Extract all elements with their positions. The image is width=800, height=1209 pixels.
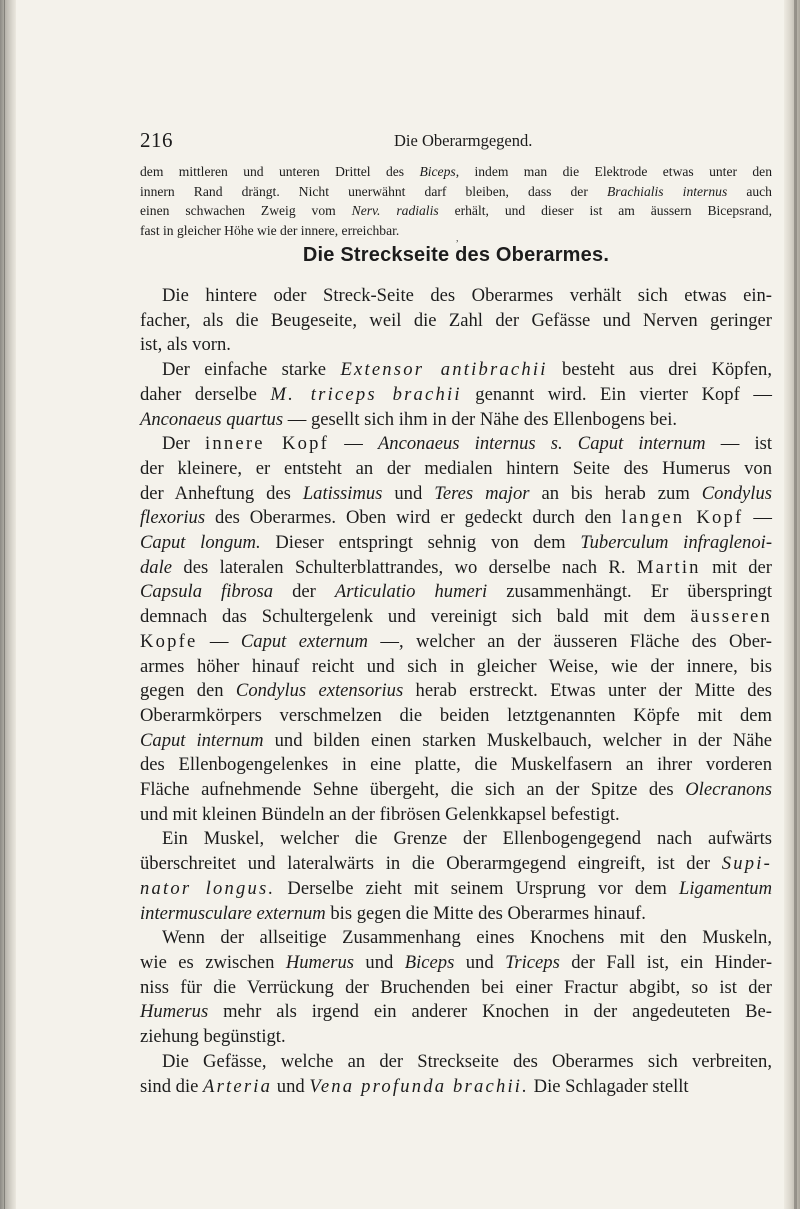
text-line: flexorius des Oberarmes. Oben wird er gedeckt durch den langen Kopf —	[140, 507, 772, 529]
text-line: sind die Arteria und Vena profunda brachii. Die Schlagader stellt	[140, 1075, 689, 1097]
text-line: Kopfe — Caput externum —, welcher an der äusseren Fläche des Ober-	[140, 630, 772, 652]
text-line: dem mittleren und unteren Drittel des Biceps, indem man die Elektrode etwas unter den	[140, 164, 772, 179]
text-line: der kleinere, er entsteht an der medialen hintern Seite des Humerus von	[140, 457, 772, 479]
text-line: der Anheftung des Latissimus und Teres major an bis herab zum Condylus	[140, 482, 773, 504]
text-line: Ein Muskel, welcher die Grenze der Ellenbogengegend nach aufwärts	[162, 828, 772, 850]
running-head: Die Oberarmgegend.	[394, 131, 533, 150]
text-line: Die Gefässe, welche an der Streckseite des Oberarmes sich verbreiten,	[162, 1050, 772, 1072]
text-line: facher, als die Beugeseite, weil die Zahl der Gefässe und Nerven geringer	[140, 309, 772, 331]
text-line: daher derselbe M. triceps brachii genannt wird. Ein vierter Kopf —	[140, 383, 772, 405]
text-line: Capsula fibrosa der Articulatio humeri zusammenhängt. Er überspringt	[140, 581, 772, 603]
page-edge-right	[784, 0, 800, 1209]
page-header	[140, 128, 772, 154]
text-line: ziehung begünstigt.	[140, 1026, 286, 1048]
text-line: innern Rand drängt. Nicht unerwähnt darf bleiben, dass der Brachialis internus auch	[140, 183, 772, 199]
text-line: Fläche aufnehmende Sehne übergeht, die sich an der Spitze des Olecranons	[140, 779, 772, 801]
text-line: demnach das Schultergelenk und vereinigt sich bald mit dem äusseren	[140, 606, 772, 628]
text-line: armes höher hinauf reicht und sich in gleicher Weise, wie der innere, bis	[140, 655, 772, 677]
text-line: Humerus mehr als irgend ein anderer Knochen in der angedeuteten Be-	[140, 1001, 772, 1023]
text-line: ist, als vorn.	[140, 334, 231, 356]
section-body	[140, 284, 772, 1099]
text-line: dale des lateralen Schulterblattrandes, wo derselbe nach R. Martin mit der	[140, 556, 772, 578]
text-line: niss für die Verrückung der Bruchenden bei einer Fractur abgibt, so ist der	[140, 976, 772, 998]
text-line: einen schwachen Zweig vom Nerv. radialis erhält, und dieser ist am äussern Bicepsrand,	[140, 203, 773, 218]
text-line: gegen den Condylus extensorius herab erstreckt. Etwas unter der Mitte des	[140, 680, 772, 702]
page-number: 216	[140, 128, 173, 152]
section-heading: Die Streckseite des Oberarmes.	[302, 244, 610, 266]
text-line: des Ellenbogengelenkes in eine platte, die Muskelfasern an ihrer vorderen	[140, 754, 772, 776]
text-line: nator longus. Derselbe zieht mit seinem Ursprung vor dem Ligamentum	[140, 877, 772, 899]
text-line: Die hintere oder Streck-Seite des Oberarmes verhält sich etwas ein-	[162, 285, 772, 306]
text-line: intermusculare externum bis gegen die Mitte des Oberarmes hinauf.	[140, 902, 646, 924]
text-line: wie es zwischen Humerus und Biceps und Triceps der Fall ist, ein Hinder-	[140, 951, 773, 973]
intro-paragraph	[140, 162, 772, 240]
text-line: Caput longum. Dieser entspringt sehnig von dem Tuberculum infraglenoi-	[140, 532, 773, 554]
text-line: Caput internum und bilden einen starken Muskelbauch, welcher in der Nähe	[140, 729, 773, 751]
print-mark: ,	[456, 233, 459, 244]
text-line: fast in gleicher Höhe wie der innere, erreichbar.	[140, 222, 400, 238]
text-line: überschreitet und lateralwärts in die Oberarmgegend eingreift, ist der Supi-	[140, 853, 772, 875]
text-line: Der innere Kopf — Anconaeus internus s. Caput internum — ist	[162, 433, 773, 455]
text-line: Wenn der allseitige Zusammenhang eines Knochens mit den Muskeln,	[162, 927, 772, 949]
text-line: Der einfache starke Extensor antibrachii besteht aus drei Köpfen,	[162, 359, 772, 381]
text-line: und mit kleinen Bündeln an der fibrösen Gelenkkapsel befestigt.	[140, 803, 620, 825]
text-line: Oberarmkörpers verschmelzen die beiden letztgenannten Köpfe mit dem	[140, 704, 772, 726]
text-line: Anconaeus quartus — gesellt sich ihm in der Nähe des Ellenbogens bei.	[140, 408, 678, 430]
book-binding-edge	[0, 0, 16, 1209]
